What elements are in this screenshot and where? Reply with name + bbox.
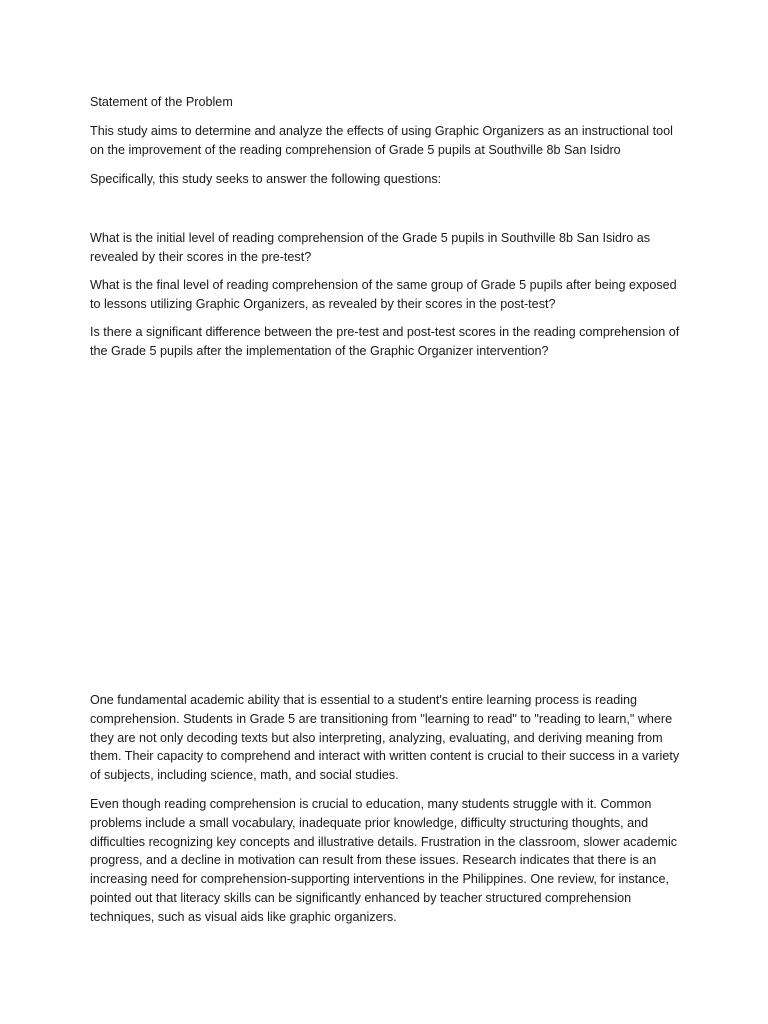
research-question-2: What is the final level of reading comprehension of the same group of Grade 5 pupils after being exposed to lessons utilizing Graphic Organizers, as revealed by their scores in the post-test?	[90, 278, 677, 311]
body-paragraph-2: Even though reading comprehension is crucial to education, many students struggle with it. Common problems include a small vocabulary, inadequate prior knowledge, difficulty structuring thoughts, and difficulties recognizing key concepts and illustrative details. Frustration in the classroom, slower academic progress, and a decline in motivation can result from these issues. Research indicates that there is an increasing need for comprehension-supporting interventions in the Philippines. One review, for instance, pointed out that literacy skills can be significantly enhanced by teacher structured comprehension techniques, such as visual aids like graphic organizers.	[90, 797, 678, 924]
section-heading: Statement of the Problem	[90, 95, 233, 109]
intro-paragraph: This study aims to determine and analyze the effects of using Graphic Organizers as an instructional tool on the improvement of the reading comprehension of Grade 5 pupils at Southville 8b San Isidro	[90, 124, 673, 157]
body-paragraph-1: One fundamental academic ability that is essential to a student's entire learning process is reading comprehension. Students in Grade 5 are transitioning from "learning to read" to "reading to learn," where they are not only decoding texts but also interpreting, analyzing, evaluating, and deriving meaning from them. Their capacity to comprehend and interact with written content is crucial to their success in a variety of subjects, including science, math, and social studies.	[90, 693, 680, 783]
research-question-3: Is there a significant difference between the pre-test and post-test scores in the reading comprehension of the Grade 5 pupils after the implementation of the Graphic Organizer intervention?	[90, 325, 680, 358]
questions-lead-in: Specifically, this study seeks to answer the following questions:	[90, 172, 442, 186]
research-question-1: What is the initial level of reading comprehension of the Grade 5 pupils in Southville 8b San Isidro as revealed by their scores in the pre-test?	[90, 231, 651, 264]
